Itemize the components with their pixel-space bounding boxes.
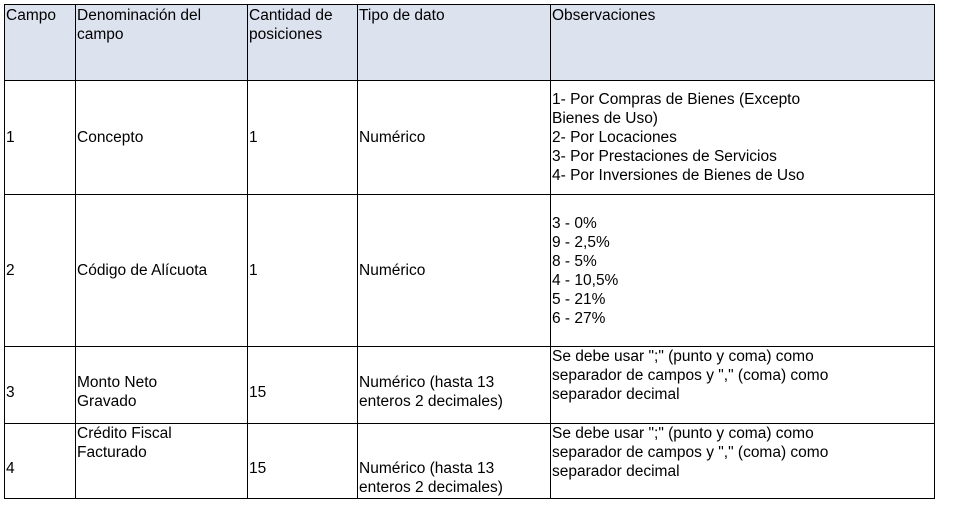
- table-row: [5, 195, 935, 347]
- header-cantidad: Cantidad de posiciones: [248, 5, 358, 81]
- cell-tipo: Numérico: [358, 81, 551, 195]
- cell-cantidad: 1: [248, 81, 358, 195]
- table-header-row: [5, 5, 935, 81]
- cell-campo: 1: [5, 81, 76, 195]
- cell-observaciones: 1- Por Compras de Bienes (Excepto Bienes de Uso) 2- Por Locaciones 3- Por Prestaciones de Servicios 4- Por Inversiones de Bienes de Uso: [551, 81, 935, 195]
- cell-denominacion: Crédito Fiscal Facturado: [76, 424, 248, 499]
- table-row: [5, 81, 935, 195]
- cell-cantidad: 1: [248, 195, 358, 347]
- header-observaciones: Observaciones: [551, 5, 935, 81]
- cell-observaciones: 3 - 0% 9 - 2,5% 8 - 5% 4 - 10,5% 5 - 21% 6 - 27%: [551, 195, 935, 347]
- header-denominacion: Denominación del campo: [76, 5, 248, 81]
- header-campo: Campo: [5, 5, 76, 81]
- cell-denominacion: Concepto: [76, 81, 248, 195]
- table-row: [5, 424, 935, 499]
- cell-campo: 3: [5, 347, 76, 424]
- fields-table: [4, 4, 935, 499]
- cell-denominacion: Monto Neto Gravado: [76, 347, 248, 424]
- cell-tipo: Numérico: [358, 195, 551, 347]
- cell-observaciones: Se debe usar ";" (punto y coma) como separador de campos y "," (coma) como separador decimal: [551, 347, 935, 424]
- cell-campo: 4: [5, 424, 76, 499]
- cell-campo: 2: [5, 195, 76, 347]
- cell-cantidad: 15: [248, 424, 358, 499]
- cell-cantidad: 15: [248, 347, 358, 424]
- cell-observaciones: Se debe usar ";" (punto y coma) como separador de campos y "," (coma) como separador decimal: [551, 424, 935, 499]
- cell-tipo: Numérico (hasta 13 enteros 2 decimales): [358, 424, 551, 499]
- table-row: [5, 347, 935, 424]
- cell-denominacion: Código de Alícuota: [76, 195, 248, 347]
- cell-tipo: Numérico (hasta 13 enteros 2 decimales): [358, 347, 551, 424]
- header-tipo: Tipo de dato: [358, 5, 551, 81]
